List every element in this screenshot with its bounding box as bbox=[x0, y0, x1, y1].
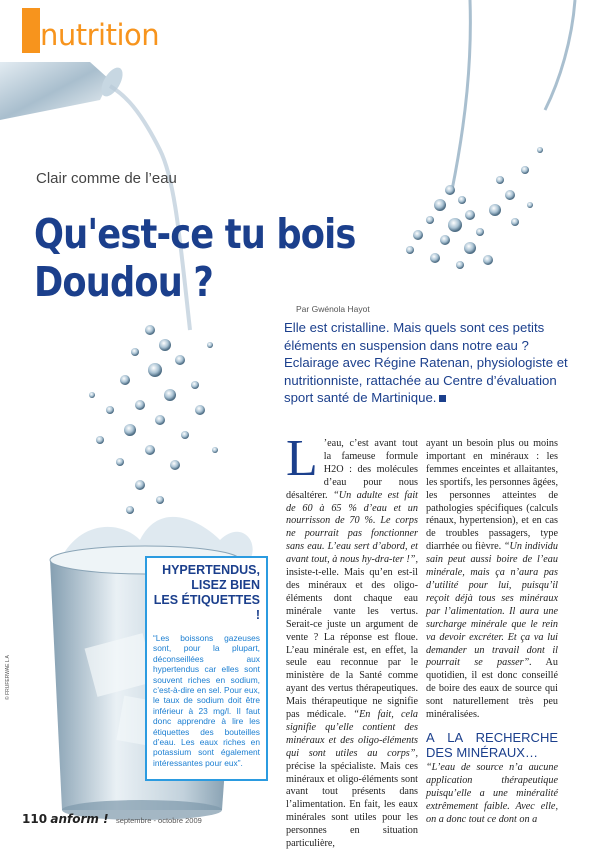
page-number: 110 bbox=[22, 812, 48, 826]
article-subhead: A LA RECHERCHE DES MINÉRAUX… bbox=[426, 729, 558, 760]
article-column-1 bbox=[286, 430, 418, 851]
article-quote: “En fait, cela signifie qu’elle contient des minéraux et des oligo-éléments qui sont utiles au corps”, bbox=[286, 709, 418, 759]
sidebar-title-line: LES ÉTIQUETTES ! bbox=[153, 593, 260, 622]
lead-text: Elle est cristalline. Mais quels sont ces petits éléments en suspension dans notre eau ? Eclairage avec Régine Ratenan, physiologiste et nutritionniste, rattachée au Centre d’évaluation sport santé de Martinique. bbox=[284, 320, 568, 405]
magazine-name: anform ! bbox=[50, 812, 109, 826]
headline-line-2: Doudou ? bbox=[34, 258, 214, 306]
article-text: insiste-t-elle. Mais qu’en est-il des minéraux et des oligo-éléments dont chaque eau minérale vante les vertus. Serait-ce juste un argument de vente ? La réponse est floue. L’eau minérale est, en effet, la seule eau reconnue par le ministère de la Santé comme ayant des vertus thérapeutiques. Mais thérapeutique ne signifie pas médicale. bbox=[286, 567, 418, 721]
page-footer bbox=[22, 812, 202, 826]
bottle-shape bbox=[0, 62, 110, 120]
headline-line-1: Qu'est-ce tu bois bbox=[34, 210, 356, 258]
photo-credit: © FRUFERWAE L A bbox=[5, 655, 11, 700]
drop-cap: L bbox=[286, 430, 318, 487]
article-quote: “Un individu sain peut aussi boire de l’eau minérale, mais ça n’aura pas d’utilité pour lui, puisqu’il reçoit déjà tous ses minéraux par l’alimentation. Il aura une surcharge minérale que le rein va devoir excréter. Et ça va lui demander un travail dont il pourrait se passer”. bbox=[426, 541, 558, 669]
article-column-2 bbox=[426, 438, 558, 826]
issue-date: septembre - octobre 2009 bbox=[115, 816, 202, 825]
headline bbox=[34, 210, 356, 306]
section-title: nutrition bbox=[40, 18, 160, 52]
article-text: ayant un besoin plus ou moins important en minéraux : les femmes enceintes et allaitantes, les sportifs, les personnes âgées, les personnes atteintes de pathologies spécifiques (calculs rénaux, hypertension), et en cas de troubles passagers, type diarrhée ou fièvre. bbox=[426, 438, 558, 553]
article-quote: “L’eau de source n’a aucune application thérapeutique puisqu’elle a une minéralité extrêmement faible. Avec elle, on a donc tout ce dont on a bbox=[426, 761, 558, 825]
section-tab bbox=[22, 8, 40, 53]
sidebar-box bbox=[145, 556, 268, 781]
sidebar-body: “Les boissons gazeuses sont, pour la plupart, déconseillées aux hypertendus car elles sont souvent riches en sodium, c’est-à-dire en sel. Pour eux, le taux de sodium doit être inférieur à 23 mg/l. Il faut donc apprendre à lire les étiquettes des bouteilles d’eau. Les eaux riches en potassium sont également intéressantes pour eux”. bbox=[153, 633, 260, 768]
sidebar-title-line: LISEZ BIEN bbox=[191, 578, 260, 592]
sidebar-title bbox=[153, 563, 260, 623]
article-text: Au quotidien, il est donc conseillé de boire des eaux de source qui sont naturellement très peu minéralisées. bbox=[426, 657, 558, 721]
byline: Par Gwénola Hayot bbox=[296, 304, 370, 314]
article-text: ’eau, c’est avant tout la fameuse formule H2O : des molécules d’eau pour nous désaltérer. bbox=[286, 438, 418, 501]
lead-paragraph bbox=[284, 319, 574, 407]
kicker: Clair comme de l’eau bbox=[36, 170, 177, 187]
end-mark-icon bbox=[439, 395, 446, 402]
article-text: précise la spécialiste. Mais ces minéraux et oligo-éléments sont avant tout présents dans l’alimentation. En fait, les eaux minérales sont utiles pour les personnes en situation particulière, bbox=[286, 760, 418, 850]
article-quote: “Un adulte est fait de 60 à 65 % d’eau et un nourrisson de 70 %. Le corps ne pourrait pas fonctionner sans eau. L’eau sert d’abord, et avant tout, à nous hy-dra-ter !”, bbox=[286, 489, 418, 566]
sidebar-title-line: HYPERTENDUS, bbox=[162, 563, 260, 577]
